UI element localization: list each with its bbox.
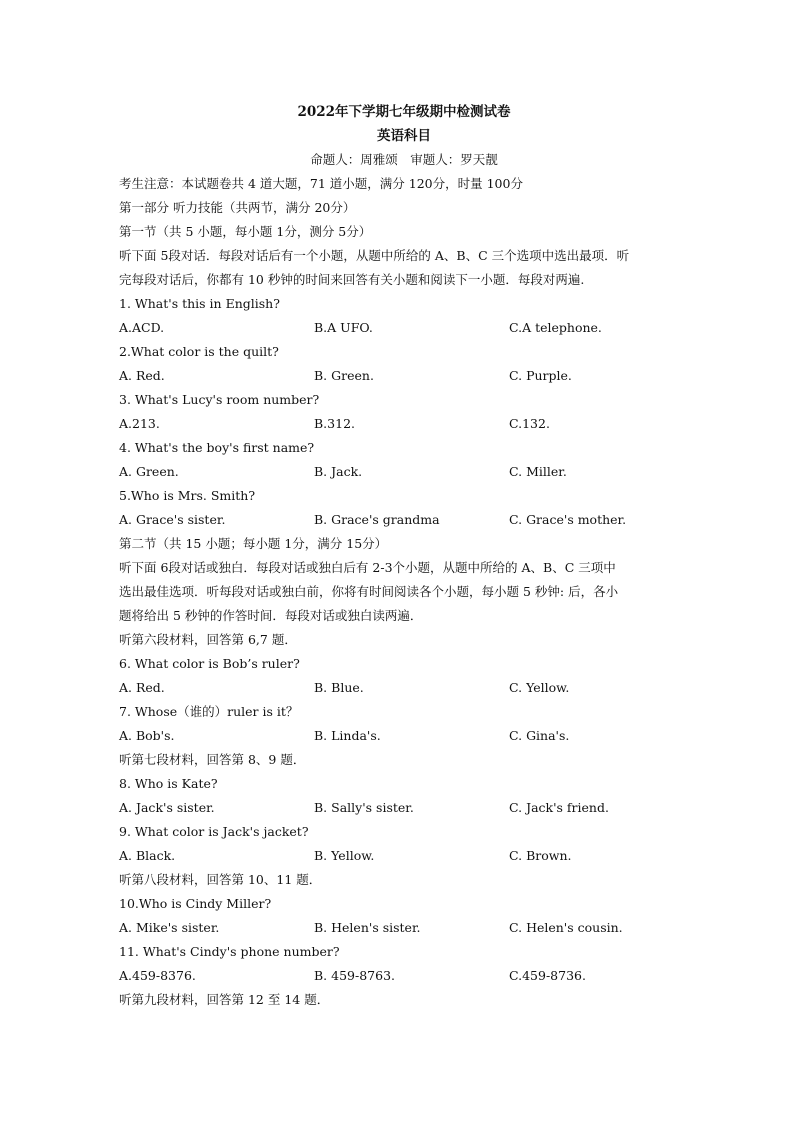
option-b: B.A UFO. — [314, 320, 373, 335]
group-intro: 听第七段材料，回答第 8、9 题． — [119, 752, 306, 767]
option-b: B. Linda's. — [314, 728, 381, 743]
options-row — [119, 964, 689, 988]
question-text: 10.Who is Cindy Miller? — [119, 896, 272, 911]
options-row — [119, 724, 689, 748]
question-text: 8. Who is Kate? — [119, 776, 218, 791]
question-text: 11. What's Cindy's phone number? — [119, 944, 340, 959]
options-row — [119, 508, 689, 532]
option-c: C. Brown. — [509, 848, 572, 863]
option-c: C. Jack's friend. — [509, 800, 609, 815]
option-a: A. Mike's sister. — [119, 920, 220, 935]
option-a: A.459-8376. — [119, 968, 196, 983]
options-row — [119, 844, 689, 868]
option-b: B. Jack. — [314, 464, 363, 479]
option-c: C.459-8736. — [509, 968, 586, 983]
option-a: A.ACD. — [119, 320, 165, 335]
option-c: C. Purple. — [509, 368, 572, 383]
option-b: B.312. — [314, 416, 355, 431]
question-text: 4. What's the boy's first name? — [119, 440, 315, 455]
instruction-line: 听下面 5段对话．每段对话后有一个小题，从题中所给的 A、B、C 三个选项中选出最项．听 — [119, 248, 630, 263]
question-text: 3. What's Lucy's room number? — [119, 392, 320, 407]
group-intro: 听第九段材料，回答第 12 至 14 题． — [119, 992, 330, 1007]
options-row — [119, 316, 689, 340]
option-c: C.132. — [509, 416, 550, 431]
options-row — [119, 412, 689, 436]
section2-instructions — [119, 556, 689, 628]
options-row — [119, 676, 689, 700]
option-a: A. Grace's sister. — [119, 512, 226, 527]
options-row — [119, 796, 689, 820]
question-text: 1. What's this in English? — [119, 296, 280, 311]
option-b: B. Blue. — [314, 680, 364, 695]
instruction-line: 完每段对话后，你都有 10 秒钟的时间来回答有关小题和阅读下一小题．每段对两遍. — [119, 272, 585, 287]
option-b: B. 459-8763. — [314, 968, 395, 983]
option-b: B. Helen's sister. — [314, 920, 421, 935]
option-a: A. Red. — [119, 368, 165, 383]
section2-group — [119, 988, 689, 1012]
options-row — [119, 916, 689, 940]
option-b: B. Green. — [314, 368, 374, 383]
option-a: A. Green. — [119, 464, 179, 479]
options-row — [119, 364, 689, 388]
section2-group — [119, 628, 689, 748]
group-intro: 听第六段材料，回答第 6,7 题． — [119, 632, 297, 647]
exam-subject: 英语科目 — [377, 128, 431, 144]
option-c: C. Gina's. — [509, 728, 570, 743]
question-text: 9. What color is Jack's jacket? — [119, 824, 309, 839]
section2-heading: 第二节（共 15 小题；每小题 1分，满分 15分） — [119, 536, 388, 551]
option-c: C. Yellow. — [509, 680, 570, 695]
section2-group — [119, 868, 689, 988]
option-c: C. Helen's cousin. — [509, 920, 623, 935]
question-text: 2.What color is the quilt? — [119, 344, 279, 359]
exam-authors: 命题人：周雅颂 审题人：罗天靓 — [310, 152, 498, 167]
question-text: 6. What color is Bob’s ruler? — [119, 656, 300, 671]
section2-group — [119, 748, 689, 868]
option-c: C. Grace's mother. — [509, 512, 627, 527]
question-text: 5.Who is Mrs. Smith? — [119, 488, 256, 503]
question-text: 7. Whose（谁的）ruler is it？ — [119, 704, 299, 719]
section1-instructions — [119, 244, 689, 292]
instruction-line: 题将给出 5 秒钟的作答时间．每段对话或独白读两遍． — [119, 608, 423, 623]
option-b: B. Sally's sister. — [314, 800, 414, 815]
option-c: C. Miller. — [509, 464, 567, 479]
option-a: A. Jack's sister. — [119, 800, 215, 815]
option-a: A. Red. — [119, 680, 165, 695]
instruction-line: 听下面 6段对话或独白．每段对话或独白后有 2-3个小题，从题中所给的 A、B、C 三项中 — [119, 560, 616, 575]
section1-questions — [119, 292, 689, 532]
exam-title: 2022年下学期七年级期中检测试卷 — [297, 104, 511, 120]
option-c: C.A telephone. — [509, 320, 602, 335]
instruction-line: 选出最佳选项．听每段对话或独白前，你将有时间阅读各个小题，每小题 5 秒钟: 后，各小 — [119, 584, 619, 599]
group-intro: 听第八段材料，回答第 10、11 题． — [119, 872, 322, 887]
section1-heading: 第一节（共 5 小题，每小题 1分，测分 5分） — [119, 224, 372, 239]
option-b: B. Grace's grandma — [314, 512, 440, 527]
option-b: B. Yellow. — [314, 848, 375, 863]
option-a: A. Bob's. — [119, 728, 175, 743]
exam-notice: 考生注意：本试题卷共 4 道大题，71 道小题，满分 120分，时量 100分 — [119, 176, 523, 191]
part1-heading: 第一部分 听力技能（共两节，满分 20分） — [119, 200, 356, 215]
option-a: A.213. — [119, 416, 160, 431]
exam-content — [119, 100, 689, 1012]
options-row — [119, 460, 689, 484]
option-a: A. Black. — [119, 848, 176, 863]
